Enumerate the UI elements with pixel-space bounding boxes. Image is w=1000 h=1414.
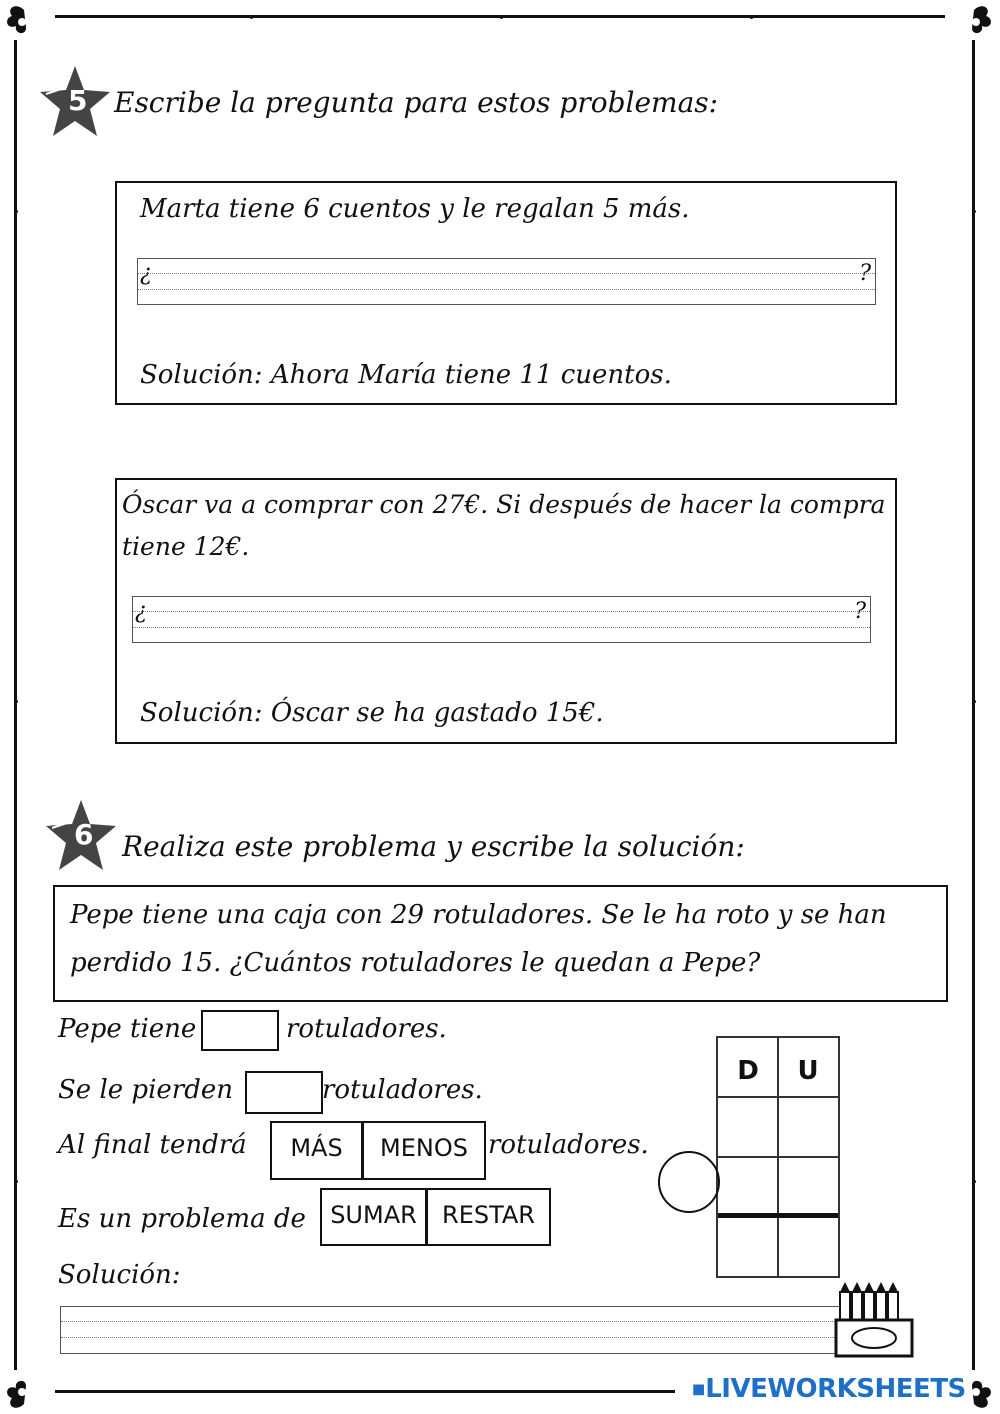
option-mas-button[interactable]: MÁS bbox=[270, 1121, 363, 1180]
solution-input[interactable] bbox=[60, 1306, 840, 1354]
grid-cell-tens-2[interactable] bbox=[718, 1158, 777, 1213]
border-dot bbox=[15, 700, 18, 703]
row1-before: Pepe tiene bbox=[58, 1014, 197, 1044]
place-value-grid bbox=[716, 1036, 840, 1278]
lost-count-input[interactable] bbox=[245, 1071, 323, 1114]
problem-1-question-input[interactable] bbox=[137, 258, 876, 305]
exercise-6-badge bbox=[44, 798, 118, 872]
problem-statement-line2: perdido 15. ¿Cuántos rotuladores le quedan a Pepe? bbox=[70, 948, 761, 978]
border-dot bbox=[250, 16, 253, 19]
exercise-6-title: Realiza este problema y escribe la solución: bbox=[122, 830, 745, 863]
problem-statement-line1: Pepe tiene una caja con 29 rotuladores. Se le ha roto y se han bbox=[70, 900, 887, 930]
grid-cell-tens-1[interactable] bbox=[718, 1098, 777, 1156]
exercise-5-title: Escribe la pregunta para estos problemas: bbox=[114, 86, 719, 119]
row1-after: rotuladores. bbox=[286, 1014, 447, 1044]
grid-cell-units-2[interactable] bbox=[779, 1158, 838, 1213]
border-dot bbox=[500, 16, 503, 19]
row2-before: Se le pierden bbox=[58, 1075, 233, 1105]
right-border bbox=[972, 40, 975, 1370]
brand-mark-icon: ■ bbox=[692, 1381, 706, 1398]
brand-text: LIVEWORKSHEETS bbox=[705, 1374, 966, 1404]
problem-2-statement-line1: Óscar va a comprar con 27€. Si después de hacer la compra bbox=[122, 490, 886, 519]
border-dot bbox=[15, 210, 18, 213]
grid-cell-tens-result[interactable] bbox=[718, 1218, 777, 1274]
question-open-mark: ¿ bbox=[135, 599, 147, 624]
border-dot bbox=[973, 210, 976, 213]
problem-1-solution: Solución: Ahora María tiene 11 cuentos. bbox=[140, 360, 672, 390]
border-dot bbox=[973, 700, 976, 703]
row4-before: Es un problema de bbox=[58, 1204, 306, 1234]
grid-cell-units-1[interactable] bbox=[779, 1098, 838, 1156]
initial-count-input[interactable] bbox=[201, 1010, 279, 1051]
left-border bbox=[14, 40, 17, 1370]
corner-ornament-icon bbox=[952, 2, 996, 46]
exercise-number: 5 bbox=[68, 84, 88, 117]
border-dot bbox=[15, 1180, 18, 1183]
question-close-mark: ? bbox=[859, 261, 871, 286]
question-close-mark: ? bbox=[854, 599, 866, 624]
exercise-5-badge bbox=[38, 64, 112, 138]
problem-2-question-input[interactable] bbox=[132, 596, 871, 643]
exercise-number: 6 bbox=[74, 818, 94, 851]
operation-sign-input[interactable] bbox=[658, 1151, 720, 1213]
units-header: U bbox=[797, 1056, 819, 1086]
row3-after: rotuladores. bbox=[488, 1130, 649, 1160]
problem-2-statement-line2: tiene 12€. bbox=[122, 532, 250, 561]
solution-label: Solución: bbox=[58, 1260, 181, 1290]
grid-cell-units-result[interactable] bbox=[779, 1218, 838, 1274]
row3-before: Al final tendrá bbox=[58, 1130, 247, 1160]
border-dot bbox=[973, 1180, 976, 1183]
problem-1-statement: Marta tiene 6 cuentos y le regalan 5 más. bbox=[140, 194, 690, 224]
corner-ornament-icon bbox=[2, 1368, 46, 1412]
question-open-mark: ¿ bbox=[140, 261, 152, 286]
problem-2-solution: Solución: Óscar se ha gastado 15€. bbox=[140, 698, 604, 728]
row2-after: rotuladores. bbox=[322, 1075, 483, 1105]
bottom-border bbox=[55, 1390, 675, 1393]
liveworksheets-logo bbox=[692, 1374, 966, 1404]
markers-box-icon bbox=[834, 1280, 916, 1360]
option-menos-button[interactable]: MENOS bbox=[362, 1121, 486, 1180]
tens-header: D bbox=[737, 1056, 759, 1086]
corner-ornament-icon bbox=[2, 2, 46, 46]
border-dot bbox=[750, 16, 753, 19]
option-restar-button[interactable]: RESTAR bbox=[426, 1188, 551, 1246]
option-sumar-button[interactable]: SUMAR bbox=[320, 1188, 427, 1246]
